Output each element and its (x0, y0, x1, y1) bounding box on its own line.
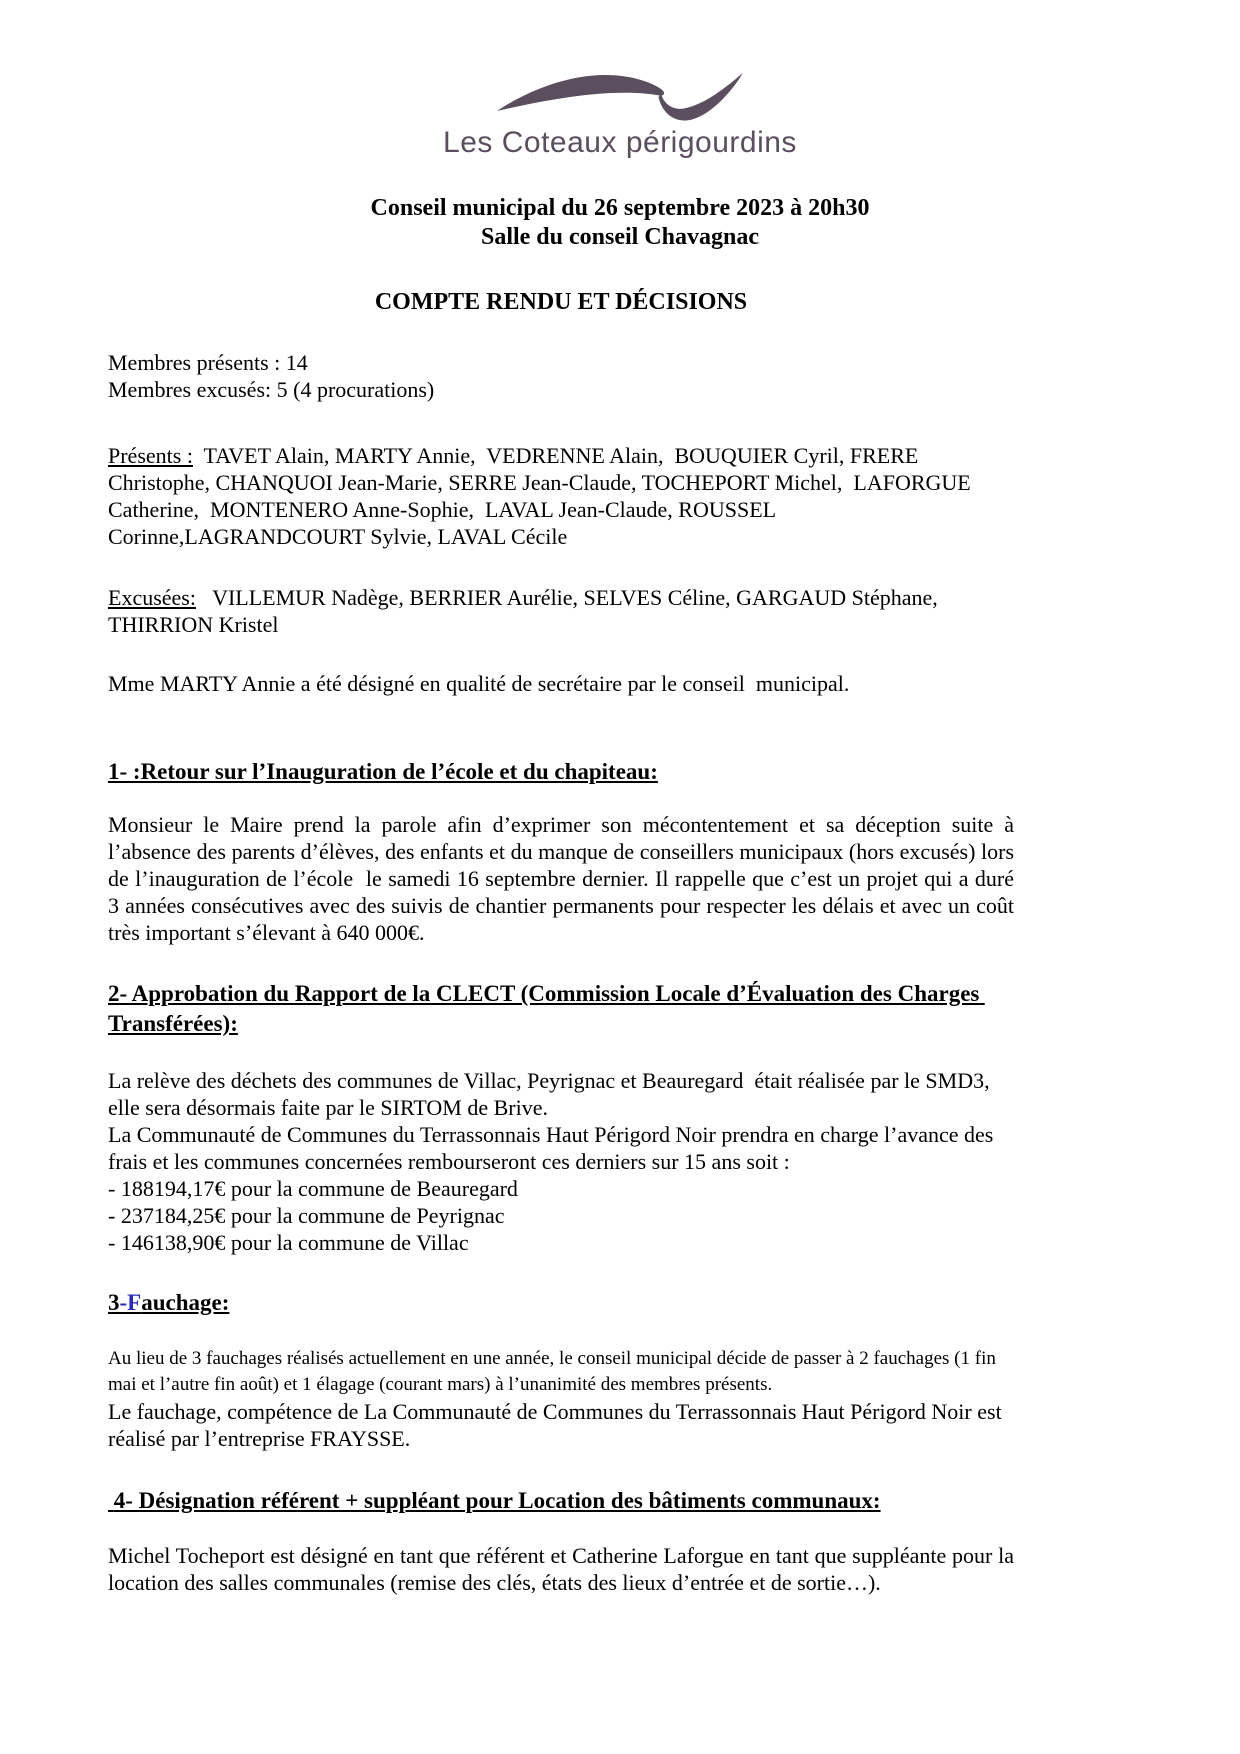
logo-text: Les Coteaux périgourdins (443, 126, 797, 159)
section-3-heading-number: 3 (108, 1290, 120, 1315)
excused-label: Excusées: (108, 585, 196, 610)
logo (443, 70, 797, 160)
amount-line-villac: - 146138,90€ pour la commune de Villac (108, 1230, 469, 1255)
section-3-heading-rest: auchage: (141, 1290, 230, 1315)
section-4-paragraph: Michel Tocheport est désigné en tant que référent et Catherine Laforgue en tant que suppléante pour la location des salles communales (remise des clés, états des lieux d’entrée et de sortie…). (108, 1543, 1020, 1595)
section-3-heading-blue-part: -F (119, 1290, 142, 1315)
section-2-heading: 2- Approbation du Rapport de la CLECT (Commission Locale d’Évaluation des Charges Transférées): (108, 981, 985, 1036)
amount-line-peyrignac: - 237184,25€ pour la commune de Peyrignac (108, 1203, 505, 1228)
excused-paragraph (108, 584, 1014, 638)
section-2-paragraph-1: La relève des déchets des communes de Villac, Peyrignac et Beauregard était réalisée par le SMD3, elle sera désormais faite par le SIRTOM de Brive. (108, 1068, 996, 1120)
section-3-paragraph: Le fauchage, compétence de La Communauté de Communes du Terrassonnais Haut Périgord Noir est réalisé par l’entreprise FRAYSSE. (108, 1399, 1008, 1451)
meeting-title-line2: Salle du conseil Chavagnac (480, 224, 760, 250)
members-excused-count: Membres excusés: 5 (4 procurations) (108, 377, 435, 402)
section-1-heading: 1- :Retour sur l’Inauguration de l’école et du chapiteau: (108, 759, 658, 784)
section-2-paragraph-2: La Communauté de Communes du Terrassonnais Haut Périgord Noir prendra en charge l’avance des frais et les communes concernées rembourseront ces derniers sur 15 ans soit : (108, 1122, 999, 1174)
members-present-count: Membres présents : 14 (108, 350, 308, 375)
presents-paragraph (108, 442, 1014, 550)
amount-line-beauregard: - 188194,17€ pour la commune de Beauregard (108, 1176, 518, 1201)
section-4-heading: 4- Désignation référent + suppléant pour Location des bâtiments communaux: (108, 1488, 881, 1513)
amounts-list (108, 1175, 1014, 1256)
logo-swoosh-icon (495, 70, 745, 124)
section-3-heading (108, 1288, 1014, 1318)
presents-list: TAVET Alain, MARTY Annie, VEDRENNE Alain, BOUQUIER Cyril, FRERE Christophe, CHANQUOI Jean-Marie, SERRE Jean-Claude, TOCHEPORT Michel, LAFORGUE Catherine, MONTENERO Anne-Sophie, LAVAL Jean-Claude, ROUSSEL Corinne,LAGRANDCOURT Sylvie, LAVAL Cécile (108, 443, 977, 549)
meeting-title-block (0, 194, 1240, 252)
document-header (0, 0, 1240, 252)
presents-label: Présents : (108, 443, 193, 468)
secretary-note: Mme MARTY Annie a été désigné en qualité de secrétaire par le conseil municipal. (108, 671, 850, 696)
excused-list: VILLEMUR Nadège, BERRIER Aurélie, SELVES Céline, GARGAUD Stéphane, THIRRION Kristel (108, 585, 943, 637)
meeting-title-line1: Conseil municipal du 26 septembre 2023 à 20h30 (370, 195, 870, 221)
document-body (108, 288, 1020, 1596)
section-1-paragraph: Monsieur le Maire prend la parole afin d’exprimer son mécontentement et sa déception suite à l’absence des parents d’élèves, des enfants et du manque de conseillers municipaux (hors excusés) lors de l’inauguration de l’école le samedi 16 septembre dernier. Il rappelle que c’est un projet qui a duré 3 années consécutives avec des suivis de chantier permanents pour respecter les délais et avec un coût très important s’élevant à 640 000€. (108, 812, 1020, 945)
section-3-paragraph-small: Au lieu de 3 fauchages réalisés actuellement en une année, le conseil municipal décide de passer à 2 fauchages (1 fin mai et l’autre fin août) et 1 élagage (courant mars) à l’unanimité des membres présents. (108, 1348, 1001, 1395)
document-subject: COMPTE RENDU ET DÉCISIONS (374, 289, 748, 315)
